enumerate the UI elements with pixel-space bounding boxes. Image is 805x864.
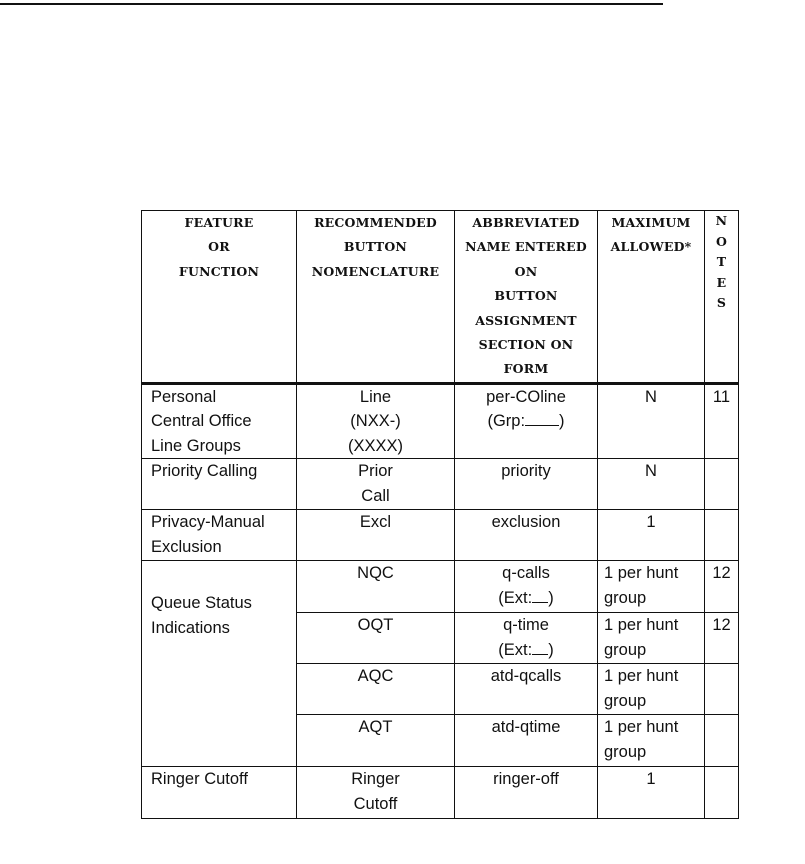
- abbreviated-cell: atd-qcalls: [455, 664, 598, 715]
- notes-cell: 12: [705, 561, 739, 613]
- feature-cell: Ringer Cutoff: [142, 767, 297, 819]
- notes-cell: [705, 664, 739, 715]
- maximum-cell: 1 per hunt group: [598, 715, 705, 767]
- table-row: [142, 510, 739, 561]
- button-cell: AQT: [297, 715, 455, 767]
- fill-in-blank: [525, 410, 559, 426]
- feature-button-table: [141, 210, 739, 819]
- maximum-cell: N: [598, 383, 705, 459]
- header-notes: N O T E S: [705, 211, 739, 384]
- notes-cell: [705, 510, 739, 561]
- fill-in-blank: [532, 639, 548, 655]
- notes-cell: [705, 767, 739, 819]
- abbreviated-cell: ringer-off: [455, 767, 598, 819]
- notes-cell: [705, 459, 739, 510]
- abbreviated-cell: q-calls (Ext: ): [455, 561, 598, 613]
- button-cell: AQC: [297, 664, 455, 715]
- maximum-cell: 1 per hunt group: [598, 664, 705, 715]
- notes-cell: 12: [705, 613, 739, 664]
- button-cell: NQC: [297, 561, 455, 613]
- table-row: [142, 459, 739, 510]
- feature-cell: Priority Calling: [142, 459, 297, 510]
- header-row: [142, 211, 739, 384]
- button-cell: OQT: [297, 613, 455, 664]
- abbreviated-cell: atd-qtime: [455, 715, 598, 767]
- feature-cell-queue-status: Queue Status Indications: [142, 561, 297, 767]
- abbreviated-cell: per-COline (Grp: ): [455, 383, 598, 459]
- abbreviated-cell: priority: [455, 459, 598, 510]
- maximum-cell: 1 per hunt group: [598, 613, 705, 664]
- fill-in-blank: [532, 587, 548, 603]
- abbreviated-cell: exclusion: [455, 510, 598, 561]
- maximum-cell: N: [598, 459, 705, 510]
- feature-cell: Privacy-Manual Exclusion: [142, 510, 297, 561]
- button-cell: Ringer Cutoff: [297, 767, 455, 819]
- table-row: [142, 767, 739, 819]
- maximum-cell: 1: [598, 767, 705, 819]
- button-cell: Prior Call: [297, 459, 455, 510]
- notes-cell: [705, 715, 739, 767]
- maximum-cell: 1: [598, 510, 705, 561]
- header-button: RECOMMENDED BUTTON NOMENCLATURE: [297, 211, 455, 384]
- table-row: [142, 383, 739, 459]
- header-abbreviated: ABBREVIATED NAME ENTERED ON BUTTON ASSIGNMENT SECTION ON FORM: [455, 211, 598, 384]
- top-rule: [0, 3, 663, 5]
- feature-cell: Personal Central Office Line Groups: [142, 383, 297, 459]
- button-cell: Line (NXX-) (XXXX): [297, 383, 455, 459]
- header-feature: FEATURE OR FUNCTION: [142, 211, 297, 384]
- notes-cell: 11: [705, 383, 739, 459]
- maximum-cell: 1 per hunt group: [598, 561, 705, 613]
- header-maximum: MAXIMUM ALLOWED*: [598, 211, 705, 384]
- table-row: [142, 561, 739, 613]
- button-cell: Excl: [297, 510, 455, 561]
- abbreviated-cell: q-time (Ext: ): [455, 613, 598, 664]
